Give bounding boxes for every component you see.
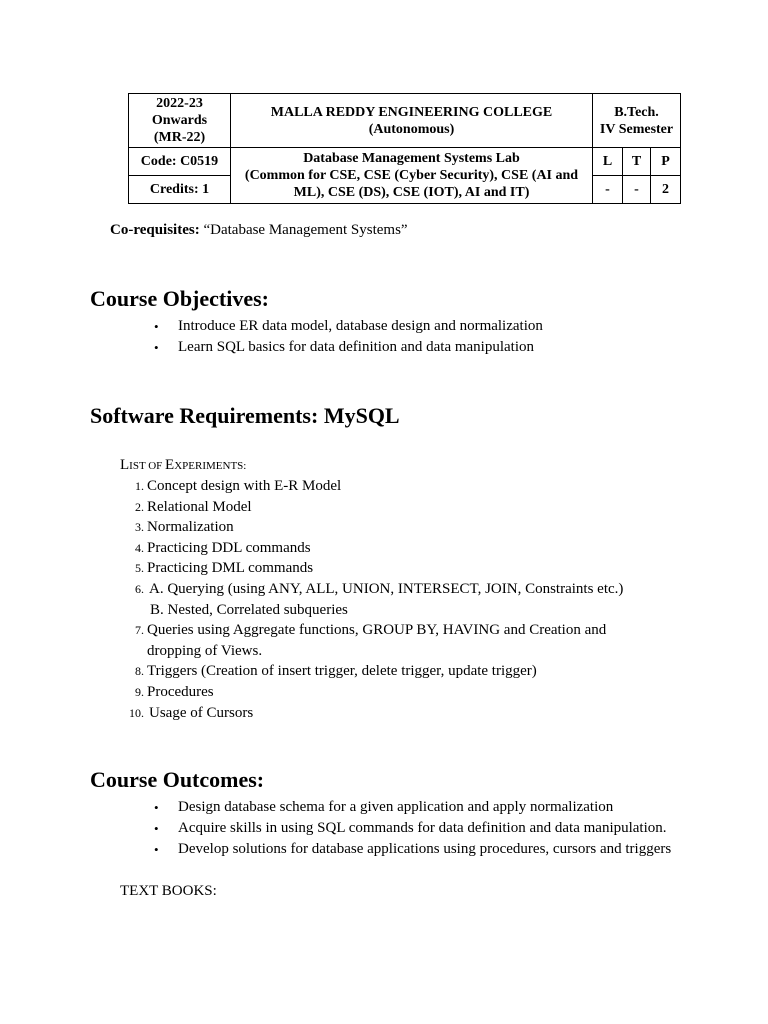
list-item	[128, 579, 623, 620]
experiment-text: Normalization	[147, 519, 234, 536]
software-requirements-heading: Software Requirements: MySQL	[90, 403, 400, 428]
experiments-title-part: L	[120, 457, 130, 473]
list-item	[152, 818, 671, 839]
program-name: B.Tech.	[614, 104, 659, 120]
experiment-number: 3.	[135, 520, 144, 535]
regulation-text: 2022-23 Onwards (MR-22)	[151, 96, 208, 145]
credits-cell	[129, 176, 231, 204]
ltp-value-t: -	[623, 176, 651, 204]
experiments-title-part: IST OF	[129, 460, 166, 472]
experiment-number: 5.	[135, 561, 144, 576]
list-item	[128, 497, 623, 518]
experiments-title	[120, 456, 246, 475]
objective-text: Introduce ER data model, database design and normalization	[178, 318, 543, 334]
course-credits: Credits: 1	[149, 182, 210, 197]
ltp-value-l: -	[593, 176, 623, 204]
corequisites-value: “Database Management Systems”	[199, 222, 408, 238]
experiment-number: 1.	[135, 479, 144, 493]
experiments-title-part: XPERIMENTS	[174, 460, 244, 472]
experiment-text-continued: dropping of Views.	[147, 642, 263, 659]
experiment-number: 4.	[135, 540, 144, 555]
outcome-text: Develop solutions for database applications using procedures, cursors and triggers	[178, 841, 672, 857]
corequisites	[110, 221, 408, 239]
bullet-icon: •	[154, 319, 159, 334]
college-status: (Autonomous)	[368, 121, 455, 137]
college-name: MALLA REDDY ENGINEERING COLLEGE	[270, 104, 553, 120]
course-name: Database Management Systems Lab	[303, 151, 520, 166]
list-item	[128, 682, 623, 703]
bullet-icon: •	[154, 340, 159, 355]
ltp-value-p: 2	[651, 176, 681, 204]
list-item	[128, 476, 623, 497]
ltp-label-t: T	[623, 148, 651, 176]
experiment-text: Usage of Cursors	[149, 704, 254, 721]
list-item	[152, 316, 543, 337]
experiment-number: 8.	[135, 664, 144, 679]
bullet-icon: •	[154, 800, 159, 815]
experiment-number: 2.	[135, 499, 144, 514]
experiment-text: Practicing DML commands	[147, 560, 314, 577]
bullet-icon: •	[154, 842, 159, 857]
experiments-title-part: E	[165, 457, 175, 473]
course-outcomes-list	[152, 797, 671, 860]
list-item	[152, 839, 671, 860]
experiment-text: Practicing DDL commands	[147, 539, 311, 556]
text-books-label: TEXT BOOKS:	[120, 883, 217, 899]
outcome-text: Acquire skills in using SQL commands for data definition and data manipulation.	[178, 820, 667, 836]
code-cell	[129, 148, 231, 176]
experiment-number: 10.	[129, 705, 144, 720]
bullet-icon: •	[154, 821, 159, 836]
experiment-text: Queries using Aggregate functions, GROUP BY, HAVING and Creation and	[147, 622, 607, 639]
corequisites-label: Co-requisites:	[110, 222, 200, 238]
experiment-number: 6.	[135, 581, 144, 596]
program-cell	[593, 94, 681, 148]
regulation-cell	[129, 94, 231, 148]
experiment-text: Triggers (Creation of insert trigger, delete trigger, update trigger)	[147, 663, 537, 680]
course-objectives-list	[152, 316, 543, 358]
ltp-label-l: L	[593, 148, 623, 176]
experiments-list	[128, 476, 623, 723]
list-item	[128, 703, 623, 724]
experiment-text: Relational Model	[147, 498, 252, 515]
list-item	[152, 797, 671, 818]
experiment-text: Procedures	[147, 683, 214, 700]
course-title-cell	[231, 148, 593, 204]
list-item	[152, 337, 543, 358]
list-item	[128, 661, 623, 682]
experiment-subtext: B. Nested, Correlated subqueries	[150, 601, 348, 618]
list-item	[128, 620, 623, 661]
experiments-title-part: :	[243, 460, 247, 472]
list-item	[128, 538, 623, 559]
list-item	[128, 558, 623, 579]
experiment-text: Concept design with E-R Model	[147, 478, 342, 494]
course-header-table	[128, 93, 681, 204]
objective-text: Learn SQL basics for data definition and data manipulation	[178, 339, 535, 355]
experiment-text: A. Querying (using ANY, ALL, UNION, INTERSECT, JOIN, Constraints etc.)	[149, 580, 624, 597]
course-common-note: (Common for CSE, CSE (Cyber Security), CSE (AI and ML), CSE (DS), CSE (IOT), AI and IT)	[244, 168, 579, 200]
ltp-label-p: P	[651, 148, 681, 176]
experiment-number: 7.	[135, 623, 144, 638]
course-objectives-heading: Course Objectives:	[90, 286, 270, 311]
outcome-text: Design database schema for a given application and apply normalization	[178, 799, 614, 815]
experiment-number: 9.	[135, 684, 144, 699]
college-cell	[231, 94, 593, 148]
course-code: Code: C0519	[140, 154, 219, 169]
course-outcomes-heading: Course Outcomes:	[90, 767, 265, 792]
semester-name: IV Semester	[599, 121, 674, 137]
list-item	[128, 517, 623, 538]
